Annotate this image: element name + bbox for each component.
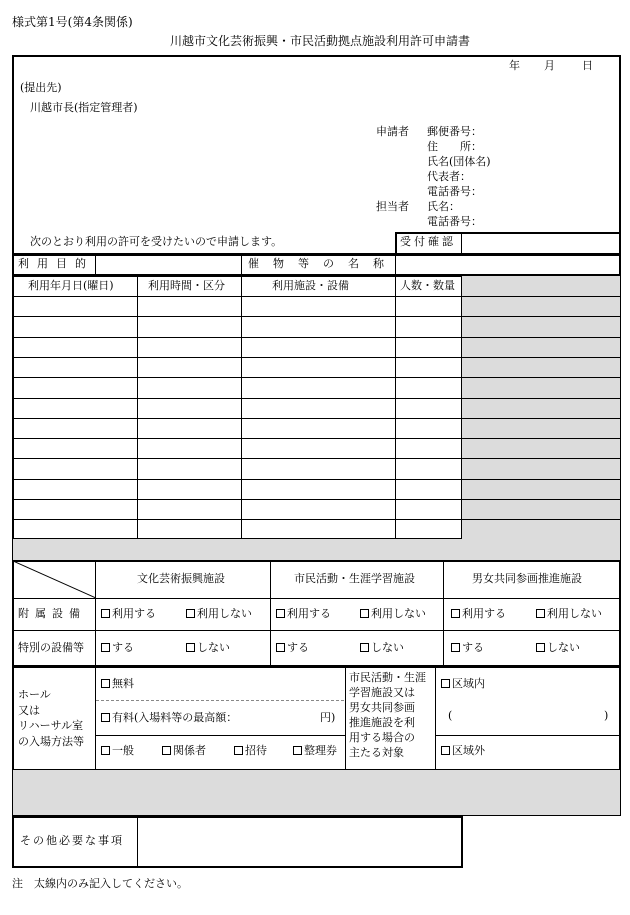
hall-label-1: ホール xyxy=(18,688,51,701)
culture-notuse-check[interactable]: 利用しない xyxy=(186,608,252,621)
submit-to: (提出先) xyxy=(20,81,62,94)
schedule-row[interactable] xyxy=(13,378,461,397)
applicant-label: 申請者 xyxy=(376,125,409,138)
fac-header-culture: 文化芸術振興施設 xyxy=(137,572,225,585)
in-area-check[interactable]: 区域内 xyxy=(441,678,485,691)
gray-bottom xyxy=(12,770,621,816)
schedule-row[interactable] xyxy=(13,317,461,336)
applicant-address[interactable]: 住 所： xyxy=(427,140,482,153)
attached-label: 附属設備 xyxy=(18,607,86,620)
target-label-6: 主たる対象 xyxy=(349,746,404,759)
contact-phone[interactable]: 電話番号： xyxy=(427,215,482,228)
event-name-label: 催物等の名称 xyxy=(248,257,398,270)
schedule-row[interactable] xyxy=(13,419,461,438)
gray-separator xyxy=(12,539,621,561)
col-date: 利用年月日(曜日) xyxy=(28,279,114,292)
schedule-row[interactable] xyxy=(13,338,461,357)
gender-use-check[interactable]: 利用する xyxy=(451,608,506,621)
paren-open: ( xyxy=(448,709,453,722)
contact-name[interactable]: 氏名： xyxy=(427,200,460,213)
schedule-row[interactable] xyxy=(13,459,461,478)
page-title: 川越市文化芸術振興・市民活動拠点施設利用許可申請書 xyxy=(170,34,471,48)
fac-header-civic: 市民活動・生涯学習施設 xyxy=(294,572,415,585)
civic-do-check[interactable]: する xyxy=(276,642,309,655)
free-check[interactable]: 無料 xyxy=(101,678,134,691)
date-day: 日 xyxy=(582,59,593,72)
schedule-row[interactable] xyxy=(13,439,461,458)
applicant-name[interactable]: 氏名(団体名) xyxy=(427,155,491,168)
civic-notdo-check[interactable]: しない xyxy=(360,642,404,655)
schedule-row[interactable] xyxy=(13,520,461,539)
request-text: 次のとおり利用の許可を受けたいので申請します。 xyxy=(30,235,283,248)
schedule-row[interactable] xyxy=(13,297,461,316)
entry-invite-check[interactable]: 招待 xyxy=(234,745,267,758)
fac-header-gender: 男女共同参画推進施設 xyxy=(472,572,582,585)
other-label: その他必要な事項 xyxy=(20,834,124,847)
hall-label-2: 又は xyxy=(18,704,40,717)
col-time: 利用時間・区分 xyxy=(148,279,225,292)
schedule-row[interactable] xyxy=(13,500,461,519)
target-label-4: 推進施設を利 xyxy=(349,716,415,729)
culture-notdo-check[interactable]: しない xyxy=(186,642,230,655)
entry-general-check[interactable]: 一般 xyxy=(101,745,134,758)
schedule-row[interactable] xyxy=(13,358,461,377)
recipient: 川越市長(指定管理者) xyxy=(30,101,138,114)
special-label: 特別の設備等 xyxy=(18,641,84,654)
applicant-postal[interactable]: 郵便番号： xyxy=(427,125,482,138)
yen-label: 円) xyxy=(320,711,336,724)
contact-label: 担当者 xyxy=(376,200,409,213)
confirm-label: 受付確認 xyxy=(400,235,456,248)
target-label-1: 市民活動・生涯 xyxy=(349,671,426,684)
schedule-row[interactable] xyxy=(13,399,461,418)
col-count: 人数・数量 xyxy=(400,279,455,292)
col-facility: 利用施設・設備 xyxy=(272,279,349,292)
culture-do-check[interactable]: する xyxy=(101,642,134,655)
culture-use-check[interactable]: 利用する xyxy=(101,608,156,621)
gender-notdo-check[interactable]: しない xyxy=(536,642,580,655)
hall-label-3: リハーサル室 xyxy=(18,719,84,732)
target-label-3: 男女共同参画 xyxy=(349,701,415,714)
diagonal-line xyxy=(13,561,96,598)
target-label-5: 用する場合の xyxy=(349,731,415,744)
paid-check[interactable]: 有料(入場料等の最高額： xyxy=(101,712,237,725)
gender-do-check[interactable]: する xyxy=(451,642,484,655)
civic-use-check[interactable]: 利用する xyxy=(276,608,331,621)
civic-notuse-check[interactable]: 利用しない xyxy=(360,608,426,621)
date-year: 年 xyxy=(509,59,520,72)
applicant-rep[interactable]: 代表者： xyxy=(427,170,471,183)
form-number: 様式第1号(第4条関係) xyxy=(12,15,133,29)
target-label-2: 学習施設又は xyxy=(349,686,415,699)
applicant-phone[interactable]: 電話番号： xyxy=(427,185,482,198)
hall-label-4: の入場方法等 xyxy=(18,735,84,748)
out-area-check[interactable]: 区域外 xyxy=(441,745,485,758)
entry-ticket-check[interactable]: 整理券 xyxy=(293,745,337,758)
applicant-section xyxy=(12,55,621,255)
entry-related-check[interactable]: 関係者 xyxy=(162,745,206,758)
gender-notuse-check[interactable]: 利用しない xyxy=(536,608,602,621)
footnote: 注 太線内のみ記入してください。 xyxy=(12,877,188,890)
paren-close: ) xyxy=(604,709,609,722)
purpose-label: 利用目的 xyxy=(18,257,94,270)
date-month: 月 xyxy=(544,59,555,72)
schedule-row[interactable] xyxy=(13,480,461,499)
